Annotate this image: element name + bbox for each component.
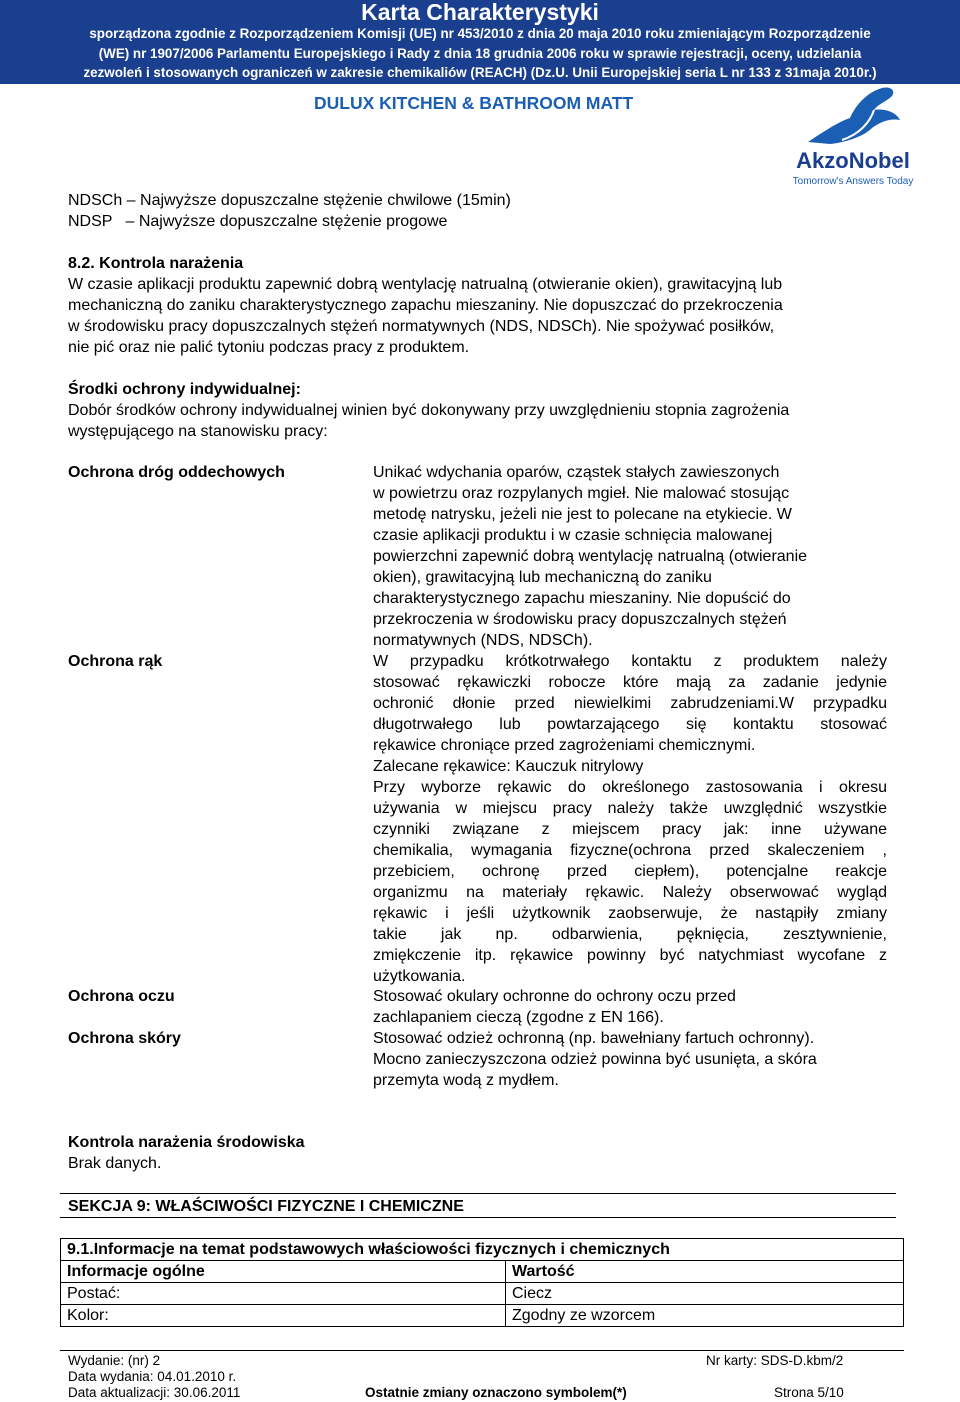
header-line-3: zezwoleń i stosowanych ograniczeń w zakresie chemikaliów (REACH) (Dz.U. Unii Europejskiej seria L nr 133 z 31maja 2010r.) [83, 65, 877, 80]
table-cell: Ciecz [506, 1283, 904, 1305]
hands-line: zmiękczenie itp. rękawice powinny być natychmiast wycofane z [373, 947, 887, 964]
respiratory-line: Unikać wdychania oparów, cząstek stałych zawieszonych [373, 464, 780, 481]
definition-ndsp: NDSP – Najwyższe dopuszczalne stężenie progowe [68, 213, 448, 230]
footer-update-date: Data aktualizacji: 30.06.2011 [68, 1385, 241, 1400]
section-9-top-rule [60, 1193, 896, 1194]
footer-changes-note: Ostatnie zmiany oznaczono symbolem(*) [365, 1385, 627, 1400]
skin-line: przemyta wodą z mydłem. [373, 1072, 559, 1089]
hands-line: Przy wyborze rękawic do określonego zastosowania i okresu [373, 779, 887, 796]
footer-page-number: Strona 5/10 [774, 1385, 844, 1400]
ppe-heading: Środki ochrony indywidualnej: [68, 381, 301, 398]
environment-text: Brak danych. [68, 1155, 162, 1172]
respiratory-line: przekroczenia w środowisku pracy dopuszczalnych stężeń [373, 611, 787, 628]
table-cell: Kolor: [61, 1305, 506, 1327]
section-8-2-line: mechaniczną do zaniku charakterystycznego zapachu mieszaniny. Nie dopuszczać do przekroczenia [68, 297, 783, 314]
hands-line: użytkowania. [373, 968, 466, 985]
skin-text [373, 1028, 887, 1091]
eyes-line: zachlapaniem cieczą (zgodne z EN 166). [373, 1009, 664, 1026]
document-title: Karta Charakterystyki [361, 0, 599, 25]
table-title-row [61, 1239, 904, 1261]
ppe-intro-line: Dobór środków ochrony indywidualnej winien być dokonywany przy uwzględnieniu stopnia zagrożenia [68, 402, 790, 419]
ppe-intro-line: występującego na stanowisku pracy: [68, 423, 328, 440]
header-line-2: (WE) nr 1907/2006 Parlamentu Europejskiego i Rady z dnia 18 grudnia 2006 roku w sprawie rejestracji, oceny, udzielania [98, 46, 862, 61]
respiratory-line: w powietrzu oraz rozpylanych mgieł. Nie malować stosując [373, 485, 790, 502]
respiratory-line: normatywnych (NDS, NDSCh). [373, 632, 593, 649]
section-8-2-line: W czasie aplikacji produktu zapewnić dobrą wentylację natrualną (otwieranie okien), grawitacyjną lub [68, 276, 783, 293]
table-cell: Zgodny ze wzorcem [506, 1305, 904, 1327]
skin-label: Ochrona skóry [68, 1030, 181, 1047]
section-8-2-line: nie pić oraz nie palić tytoniu podczas pracy z produktem. [68, 339, 470, 356]
product-name: DULUX KITCHEN & BATHROOM MATT [314, 93, 634, 113]
column-header: Wartość [506, 1261, 904, 1283]
hands-label: Ochrona rąk [68, 653, 163, 670]
table-cell: Postać: [61, 1283, 506, 1305]
hands-line: takie jak np. odbarwienia, pęknięcia, zesztywnienie, [373, 926, 887, 943]
hands-line: czynniki związane z miejscem pracy jak: inne używane [373, 821, 887, 838]
eyes-line: Stosować okulary ochronne do ochrony oczu przed [373, 988, 736, 1005]
skin-line: Stosować odzież ochronną (np. bawełniany fartuch ochronny). [373, 1030, 815, 1047]
respiratory-line: powierzchni zapewnić dobrą wentylację natrualną (otwieranie [373, 548, 808, 565]
eyes-text [373, 986, 887, 1028]
respiratory-line: metodę natrysku, jeżeli nie jest to polecane na etykiecie. W [373, 506, 792, 523]
svg-text:Tomorrow's Answers Today: Tomorrow's Answers Today [792, 176, 914, 187]
hands-line: stosować rękawiczki robocze które mają za zadanie jedynie [373, 674, 887, 691]
hands-line: chemikalia, wymagania fizyczne(ochrona przed skaleczeniem , [373, 842, 887, 859]
table-title: 9.1.Informacje na temat podstawowych właściowości fizycznych i chemicznych [61, 1239, 904, 1261]
header-banner [0, 0, 960, 84]
table-row [61, 1283, 904, 1305]
footer-edition: Wydanie: (nr) 2 [68, 1353, 161, 1368]
respiratory-line: okien), grawitacyjną lub mechaniczną do zaniku [373, 569, 712, 586]
hands-line: przebiciem, ochronę przed ciepłem), potencjalne reakcje [373, 863, 887, 880]
environment-heading: Kontrola narażenia środowiska [68, 1134, 305, 1151]
hands-line: używania w miejscu pracy należy także uwzględnić wszystkie [373, 800, 887, 817]
footer-rule [60, 1350, 904, 1351]
respiratory-text [373, 462, 887, 651]
physical-properties-table [60, 1238, 904, 1327]
akzonobel-logo [778, 82, 928, 192]
footer-issue-date: Data wydania: 04.01.2010 r. [68, 1369, 237, 1384]
header-line-1: sporządzona zgodnie z Rozporządzeniem Komisji (UE) nr 453/2010 z dnia 20 maja 2010 roku zmieniającym Rozporządzenie [89, 26, 871, 41]
section-9-heading: SEKCJA 9: WŁAŚCIWOŚCI FIZYCZNE I CHEMICZNE [68, 1198, 464, 1215]
hands-text [373, 651, 887, 987]
hands-line: długotrwałego lub powtarzającego się kontaktu stosować [373, 716, 887, 733]
akzonobel-figure-icon [778, 82, 928, 192]
table-header-row [61, 1261, 904, 1283]
hands-line: Zalecane rękawice: Kauczuk nitrylowy [373, 758, 644, 775]
hands-line: organizmu na materiały rękawic. Należy obserwować wygląd [373, 884, 887, 901]
table-row [61, 1305, 904, 1327]
hands-line: rękawice chroniące przed zagrożeniami chemicznymi. [373, 737, 756, 754]
section-8-2-heading: 8.2. Kontrola narażenia [68, 255, 244, 272]
definition-ndsch: NDSCh – Najwyższe dopuszczalne stężenie chwilowe (15min) [68, 192, 511, 209]
section-9-bottom-rule [60, 1217, 896, 1218]
eyes-label: Ochrona oczu [68, 988, 175, 1005]
hands-line: rękawic i jeśli użytkownik zaobserwuje, że nastąpiły zmiany [373, 905, 887, 922]
skin-line: Mocno zanieczyszczona odzież powinna być usunięta, a skóra [373, 1051, 817, 1068]
column-header: Informacje ogólne [61, 1261, 506, 1283]
footer-card-number: Nr karty: SDS-D.kbm/2 [706, 1353, 844, 1368]
respiratory-label: Ochrona dróg oddechowych [68, 464, 285, 481]
respiratory-line: charakterystycznego zapachu mieszaniny. Nie dopuścić do [373, 590, 791, 607]
svg-text:AkzoNobel: AkzoNobel [796, 148, 910, 173]
section-8-2-line: w środowisku pracy dopuszczalnych stężeń normatywnych (NDS, NDSCh). Nie spożywać posiłków, [68, 318, 775, 335]
hands-line: W przypadku krótkotrwałego kontaktu z produktem należy [373, 653, 887, 670]
hands-line: ochronić dłonie przed niewielkimi zabrudzeniami.W przypadku [373, 695, 887, 712]
respiratory-line: czasie aplikacji produktu i w czasie schnięcia malowanej [373, 527, 773, 544]
